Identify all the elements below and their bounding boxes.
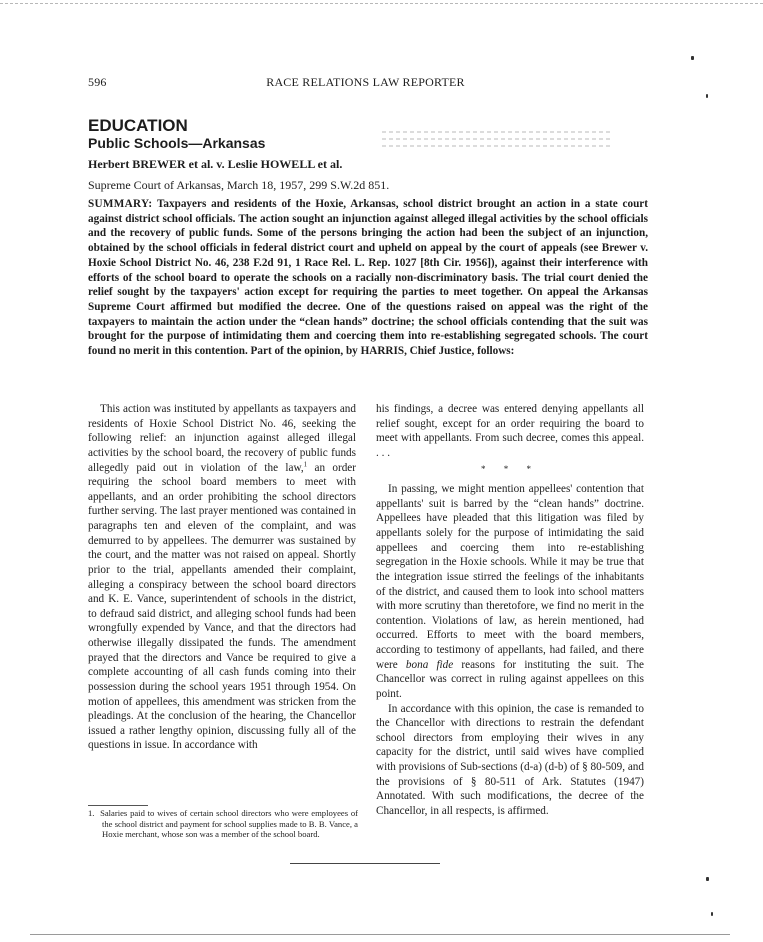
summary-text: Taxpayers and residents of the Hoxie, Arkansas, school district brought an action in a state court against district school officials. The action sought an injunction against alleged illegal activities by the school officials and the recovery of public funds. Some of the persons bringing the action had been the subject of an injunction, obtained by the school officials in federal district court and upheld on appeal by the court of appeals (see Brewer v. Hoxie School District No. 46, 238 F.2d 91, 1 Race Rel. L. Rep. 1027 [8th Cir. 1956]), against their interference with efforts of the school board to operate the schools on a racially non-discriminatory basis. The trial court denied the relief sought by the taxpayers' action except for requiring the parties to meet together. On appeal the Arkansas Supreme Court affirmed but modified the decree. One of the questions raised on appeal was the right of the taxpayers to maintain the action under the “clean hands” doctrine; the school officials contending that the suit was brought for the purpose of intimidating them and coercing them into re-establishing segregated schools. The court found no merit in this contention. Part of the opinion, by HARRIS, Chief Justice, follows:: [88, 198, 648, 358]
footnote-text: Salaries paid to wives of certain school directors who were employees of the school district and payment for school supplies made to B. B. Vance, a Hoxie merchant, whose son was a member of the school board.: [100, 808, 359, 840]
top-scan-edge: [0, 3, 763, 4]
scan-speck: [711, 912, 713, 916]
paragraph-text: an order requiring the school board members to meet with appellants, and an order prohibiting the school directors further serving. The last prayer mentioned was contained in paragraphs ten and eleven of the complaint, and was demurred to by appellees. The demurrer was sustained by the court, and the matter was not raised on appeal. Shortly prior to the trial, appellants amended their complaint, alleging a conspiracy between the school board directors and K. E. Vance, superintendent of schools in the district, to defraud said district, and alleging school funds had been wrongfully expended by Vance, and that the directors had otherwise illegally dissipated the funds. The amendment prayed that the directors and Vance be required to give a complete accounting of all cash funds coming into their possession during the school years 1951 through 1954. On motion of appellees, this amendment was stricken from the pleadings. At the conclusion of the hearing, the Chancellor issued a rather lengthy opinion, discussing fully all of the questions in issue. In accordance with: [88, 461, 356, 752]
opinion-paragraph: [376, 482, 644, 701]
bottom-scan-edge: [30, 934, 730, 935]
opinion-column-right: [376, 402, 644, 819]
court-citation: Supreme Court of Arkansas, March 18, 1957, 299 S.W.2d 851.: [88, 178, 390, 192]
opinion-paragraph: In accordance with this opinion, the case is remanded to the Chancellor with directions to restrain the defendant school directors from employing their wives in any capacity for the district, until said wives have complied with provisions of Sub-sections (d-a) (d-b) of § 80-509, and the provisions of § 80-511 of Ark. Statutes (1947) Annotated. With such modifications, the decree of the Chancellor, in all respects, is affirmed.: [376, 702, 644, 817]
paragraph-text: reasons for instituting the suit. The Chancellor was correct in ruling against appellees on this point.: [376, 658, 645, 700]
case-summary: [88, 197, 648, 359]
show-through-text: [382, 126, 612, 160]
omission-marks: * * *: [481, 463, 539, 474]
footnote: [88, 808, 358, 840]
end-of-opinion-rule: [290, 863, 440, 864]
footnote-marker: 1.: [88, 808, 95, 818]
footnote-reference: 1: [303, 459, 308, 468]
case-parties: Herbert BREWER et al. v. Leslie HOWELL et al.: [88, 157, 343, 171]
footnote-rule: [88, 805, 148, 806]
section-subtitle: Public Schools—Arkansas: [88, 135, 266, 151]
scan-speck: [706, 877, 709, 881]
running-head: RACE RELATIONS LAW REPORTER: [266, 75, 465, 89]
italic-phrase: bona fide: [405, 658, 454, 671]
summary-label: SUMMARY:: [88, 198, 153, 210]
scan-speck: [706, 94, 708, 98]
opinion-paragraph: [88, 402, 356, 753]
page-number: 596: [88, 75, 107, 89]
scan-speck: [691, 56, 694, 60]
opinion-paragraph: his findings, a decree was entered denying appellants all relief sought, except for an order requiring the board to meet with appellants. From such decree, comes this appeal. . . .: [376, 403, 644, 459]
section-title: EDUCATION: [88, 116, 188, 135]
paragraph-text: This action was instituted by appellants as taxpayers and residents of Hoxie School District No. 46, seeking the following relief: an injunction against alleged illegal activities by the school board, the recovery of public funds allegedly paid out in violation of the law,: [88, 403, 356, 474]
page-header: [88, 75, 643, 91]
opinion-column-left: [88, 402, 356, 753]
paragraph-text: In passing, we might mention appellees' contention that appellants' suit is barred by the “clean hands” doctrine. Appellees have pleaded that this litigation was filed by appellants solely for the purpose of intimidating the said appellees and coercing them into re-establishing segregation in the Hoxie schools. While it may be true that the integration issue stirred the feelings of the inhabitants of the district, and caused them to look into school matters with more scrutiny than theretofore, we find no merit in the contention. Violations of law, as herein mentioned, had occurred. Efforts to meet with the board members, according to testimony of appellants, had failed, and there were: [376, 483, 644, 671]
